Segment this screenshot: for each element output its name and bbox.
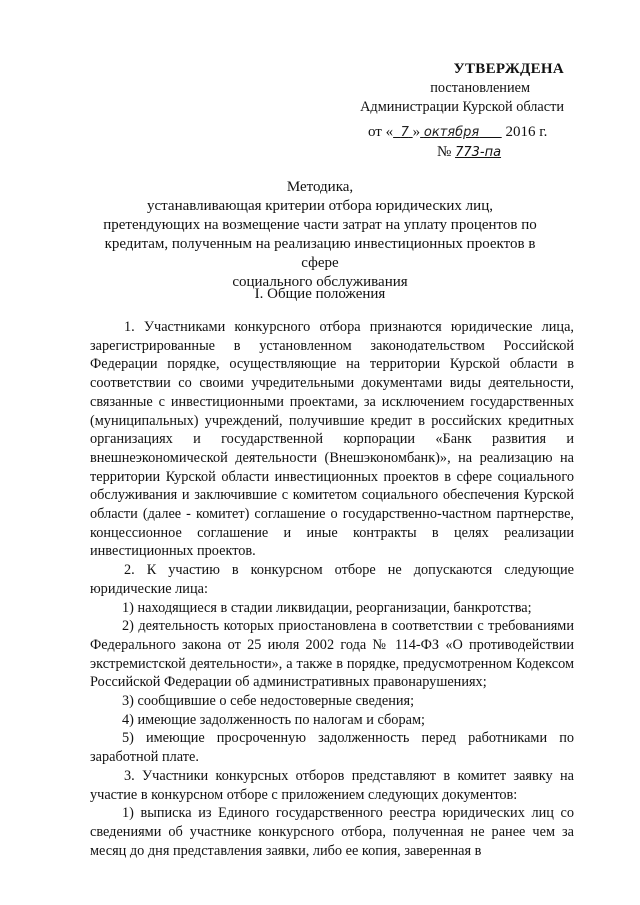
list-item: 4) имеющие задолженность по налогам и сборам; bbox=[122, 711, 425, 728]
approval-line-1: постановлением bbox=[430, 80, 530, 96]
document-title bbox=[100, 178, 540, 292]
title-line: претендующих на возмещение части затрат на уплату процентов по bbox=[103, 217, 537, 233]
list-item: 1) находящиеся в стадии ликвидации, реорганизации, банкротства; bbox=[122, 599, 532, 616]
paragraph: 3. Участники конкурсных отборов представляют в комитет заявку на участие в конкурсном отборе с приложением следующих документов: bbox=[90, 767, 574, 803]
number-prefix: № bbox=[437, 144, 452, 160]
approval-title: УТВЕРЖДЕНА bbox=[453, 61, 564, 77]
date-prefix: от « bbox=[368, 124, 394, 140]
number-value: 773-па bbox=[455, 145, 502, 160]
date-year: 2016 г. bbox=[505, 124, 548, 140]
date-month: октября bbox=[423, 125, 480, 140]
approval-line-2: Администрации Курской области bbox=[360, 99, 564, 115]
approval-number bbox=[437, 144, 501, 161]
section-heading: I. Общие положения bbox=[254, 286, 386, 302]
paragraph: 2. К участию в конкурсном отборе не допускаются следующие юридические лица: bbox=[90, 562, 574, 597]
date-mid: » bbox=[412, 124, 421, 140]
list-item: 3) сообщившие о себе недостоверные сведения; bbox=[122, 693, 415, 710]
approval-date bbox=[368, 122, 547, 143]
title-line: социального обслуживания bbox=[232, 274, 408, 290]
title-line: кредитам, полученным на реализацию инвестиционных проектов в сфере bbox=[104, 236, 536, 271]
list-item: 2) деятельность которых приостановлена в соответствии с требованиями Федерального закона от 25 июля 2002 года № 114-ФЗ «О противодействии экстремистской деятельности», а также в порядке, предусмотренном Кодексом Российской Федерации об административных правонарушениях; bbox=[90, 618, 574, 691]
document-body bbox=[90, 318, 574, 860]
title-line: устанавливающая критерии отбора юридических лиц, bbox=[147, 198, 493, 214]
paragraph: 1. Участниками конкурсного отбора признаются юридические лица, зарегистрированные в установленном законодательством Российской Федерации порядке, осуществляющие на территории Курской области в соответствии со своими учредительными документами виды деятельности, связанные с инвестиционными проектами, за исключением государственных (муниципальных) учреждений, получившие кредит в российских кредитных организациях и государственной корпорации «Банк развития и внешнеэкономической деятельности (Внешэкономбанк)», на реализацию на территории Курской области инвестиционных проектов в сфере социального обслуживания и заключившие с комитетом социального обеспечения Курской области (далее - комитет) соглашение о государственно-частном партнерстве, концессионное соглашение и иные контракты в целях реализации инвестиционных проектов. bbox=[90, 319, 574, 560]
date-day: 7 bbox=[400, 125, 409, 140]
approval-block bbox=[344, 60, 564, 117]
title-line: Методика, bbox=[286, 179, 354, 195]
list-item: 5) имеющие просроченную задолженность перед работниками по заработной плате. bbox=[90, 730, 574, 766]
list-item: 1) выписка из Единого государственного реестра юридических лиц со сведениями об участнике конкурсного отбора, полученная не ранее чем за месяц до дня представления заявки, либо ее копия, заверенная в bbox=[90, 805, 574, 859]
